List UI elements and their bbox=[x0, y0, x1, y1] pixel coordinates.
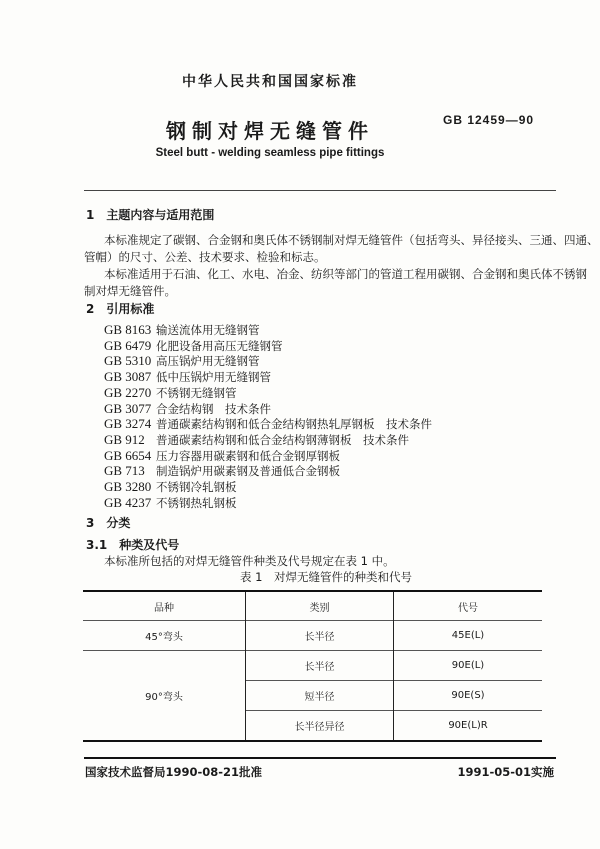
reference-item bbox=[104, 369, 271, 385]
cell-code: 45E(L) bbox=[394, 621, 543, 651]
fittings-table bbox=[83, 590, 542, 742]
reference-item bbox=[104, 385, 237, 401]
reference-name: 不锈钢冷轧钢板 bbox=[156, 480, 237, 494]
reference-code: GB 3077 bbox=[104, 400, 152, 416]
reference-item bbox=[104, 479, 237, 495]
header-type: 类别 bbox=[246, 591, 394, 621]
section-2-heading: 2 引用标准 bbox=[86, 302, 155, 316]
reference-name: 普通碳素结构钢和低合金结构钢薄钢板 技术条件 bbox=[156, 432, 409, 447]
section-3-heading: 3 分类 bbox=[86, 516, 131, 530]
cell-kind: 90°弯头 bbox=[83, 651, 246, 742]
header-kind: 品种 bbox=[83, 591, 246, 621]
reference-code: GB 6479 bbox=[104, 337, 152, 353]
reference-item bbox=[104, 353, 260, 369]
section-1-paragraph-2: 本标准适用于石油、化工、水电、冶金、纺织等部门的管道工程用碳钢、合金钢和奥氏体不锈钢 bbox=[104, 267, 587, 281]
footer-divider bbox=[84, 757, 556, 759]
section-1-paragraph-2-cont: 制对焊无缝管件。 bbox=[84, 284, 176, 298]
reference-name: 合金结构钢 技术条件 bbox=[156, 401, 271, 416]
reference-code: GB 4237 bbox=[104, 494, 152, 510]
section-3-1-text: 本标准所包括的对焊无缝管件种类及代号规定在表 1 中。 bbox=[104, 554, 395, 568]
section-1-heading: 1 主题内容与适用范围 bbox=[86, 208, 215, 222]
section-1-paragraph-1-cont: 管帽）的尺寸、公差、技术要求、检验和标志。 bbox=[84, 250, 326, 264]
reference-name: 压力容器用碳素钢和低合金钢厚钢板 bbox=[156, 448, 340, 463]
national-standard-label: 中华人民共和国国家标准 bbox=[182, 74, 358, 90]
cell-type: 短半径 bbox=[246, 681, 394, 711]
table-caption: 表 1 对焊无缝管件的种类和代号 bbox=[240, 570, 412, 584]
reference-item bbox=[104, 432, 409, 448]
section-3-1-heading: 3.1 种类及代号 bbox=[86, 538, 180, 552]
reference-code: GB 3280 bbox=[104, 479, 152, 494]
reference-code: GB 3087 bbox=[104, 369, 152, 385]
reference-name: 不锈钢无缝钢管 bbox=[156, 385, 237, 400]
reference-code: GB 6654 bbox=[104, 447, 152, 463]
reference-code: GB 912 bbox=[104, 431, 145, 447]
cell-type: 长半径异径 bbox=[246, 711, 394, 742]
reference-item bbox=[104, 448, 340, 464]
effective-date: 1991-05-01实施 bbox=[457, 765, 554, 779]
reference-item bbox=[104, 495, 237, 511]
reference-name: 不锈钢热轧钢板 bbox=[156, 495, 237, 510]
reference-item bbox=[104, 416, 432, 432]
reference-name: 输送流体用无缝钢管 bbox=[156, 323, 260, 337]
cell-type: 长半径 bbox=[246, 651, 394, 681]
header-divider bbox=[84, 190, 556, 191]
section-1-paragraph-1: 本标准规定了碳钢、合金钢和奥氏体不锈钢制对焊无缝管件（包括弯头、异径接头、三通、四通、 bbox=[104, 233, 599, 247]
reference-code: GB 2270 bbox=[104, 384, 152, 400]
reference-name: 低中压锅炉用无缝钢管 bbox=[156, 370, 271, 385]
table-row bbox=[83, 621, 542, 651]
reference-item bbox=[104, 338, 283, 354]
reference-item bbox=[104, 322, 260, 338]
cell-code: 90E(S) bbox=[394, 681, 543, 711]
reference-item bbox=[104, 401, 271, 417]
reference-code: GB 713 bbox=[104, 463, 145, 479]
cell-code: 90E(L) bbox=[394, 651, 543, 681]
reference-name: 制造锅炉用碳素钢及普通低合金钢板 bbox=[156, 464, 340, 479]
reference-name: 化肥设备用高压无缝钢管 bbox=[156, 338, 283, 353]
cell-type: 长半径 bbox=[246, 621, 394, 651]
reference-code: GB 5310 bbox=[104, 353, 152, 369]
cell-code: 90E(L)R bbox=[394, 711, 543, 742]
reference-code: GB 3274 bbox=[104, 416, 152, 432]
english-title: Steel butt - welding seamless pipe fittings bbox=[155, 147, 385, 159]
reference-name: 高压锅炉用无缝钢管 bbox=[156, 354, 260, 369]
document-title: 钢制对焊无缝管件 bbox=[166, 119, 374, 143]
cell-kind: 45°弯头 bbox=[83, 621, 246, 651]
header-code: 代号 bbox=[394, 591, 543, 621]
table-row bbox=[83, 651, 542, 681]
reference-code: GB 8163 bbox=[104, 322, 152, 337]
approval-date: 国家技术监督局1990-08-21批准 bbox=[85, 765, 263, 779]
standard-number: GB 12459—90 bbox=[443, 113, 535, 127]
reference-name: 普通碳素结构钢和低合金结构钢热轧厚钢板 技术条件 bbox=[156, 417, 432, 432]
reference-item bbox=[104, 463, 340, 479]
table-header-row bbox=[83, 591, 542, 621]
